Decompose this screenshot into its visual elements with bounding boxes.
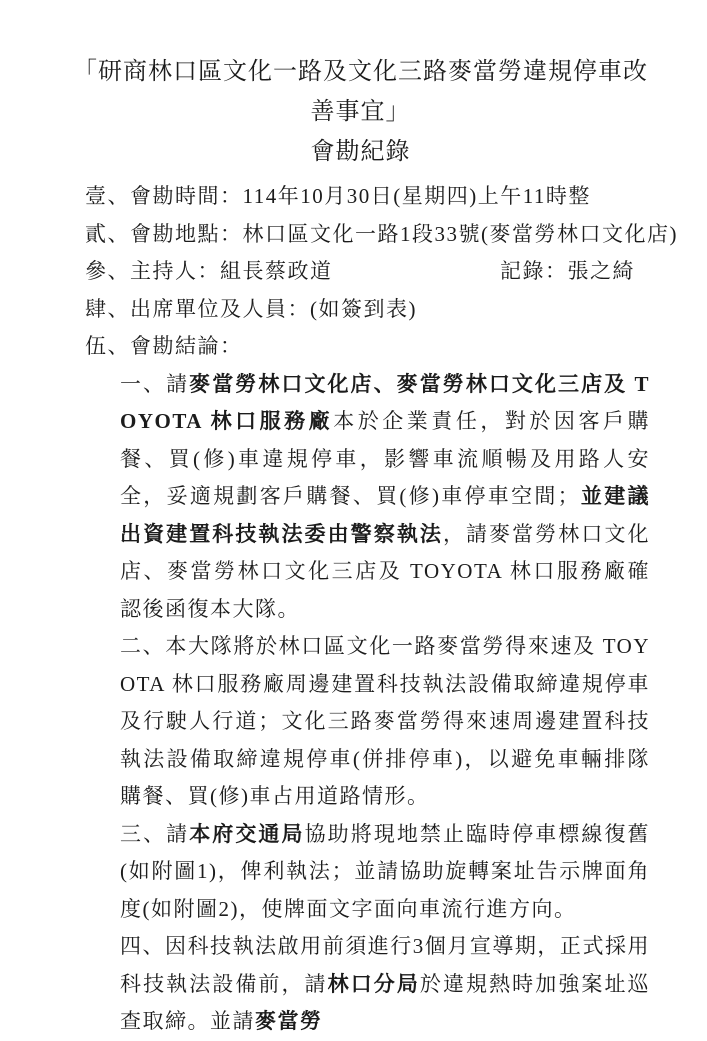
text-run-bold: 本府交通局 xyxy=(189,821,305,846)
text-run: 二、本大隊將於林口區文化一路麥當勞得來速及 TOYOTA 林口服務廠周邊建置科技執法設備取締違規停車及行駛人行道；文化三路麥當勞得來速周邊建置科技執法設備取締違規停車(併排停車)，以避免車輛排隊購餐、買(修)車占用道路情形。 xyxy=(120,634,650,808)
text-run: 一、請 xyxy=(120,371,190,396)
text-run: ，請麥當勞林口文化店、麥當勞林口文化三店及 TOYOTA 林口服務廠確認後函復本大隊。 xyxy=(120,521,651,621)
attendees-line: 肆、出席單位及人員：(如簽到表) xyxy=(85,296,417,321)
conclusion-item-1 xyxy=(120,366,650,629)
conclusion-item-4 xyxy=(120,928,650,1041)
title-line-2: 會勘紀錄 xyxy=(310,139,411,165)
conclusions-section xyxy=(85,366,650,1041)
text-run: 四、因科技執法啟用前須進行3個月宣導期，正式採用科技執法設備前，請 xyxy=(120,934,650,996)
meeting-time-line: 壹、會勘時間：114年10月30日(星期四)上午11時整 xyxy=(85,184,591,208)
conclusions-heading: 伍、會勘結論： xyxy=(85,334,243,358)
meta-section xyxy=(85,178,678,366)
meeting-host: 參、主持人：組長蔡政道 xyxy=(85,259,333,283)
document-title xyxy=(71,52,650,172)
meeting-location-line: 貳、會勘地點：林口區文化一路1段33號(麥當勞林口文化店) xyxy=(85,221,678,246)
text-run-bold: 麥當勞林口文化店、麥當勞林口文化三店及 TOYOTA 林口服務廠 xyxy=(120,371,651,433)
text-run: 三、請 xyxy=(120,821,190,846)
conclusion-item-2 xyxy=(120,628,650,816)
text-run-bold: 並建議出資建置科技執法委由警察執法 xyxy=(120,484,650,546)
text-run: 協助將現地禁止臨時停車標線復舊(如附圖1)，俾利執法；並請協助旋轉案址告示牌面角度(如附圖2)，使牌面文字面向車流行進方向。 xyxy=(120,821,651,921)
text-run: 本於企業責任，對於因客戶購餐、買(修)車違規停車，影響車流順暢及用路人安全，妥適規劃客戶購餐、買(修)車停車空間； xyxy=(120,409,651,508)
conclusion-item-3 xyxy=(120,816,650,929)
title-line-1: 「研商林口區文化一路及文化三路麥當勞違規停車改善事宜」 xyxy=(73,59,648,125)
meeting-recorder: 記錄：張之綺 xyxy=(500,259,635,283)
host-recorder-line xyxy=(85,253,650,291)
text-run-bold: 林口分局 xyxy=(327,971,420,996)
text-run: 於違規熱時加強案址巡查取締。並請 xyxy=(120,971,651,1033)
text-run-bold: 麥當勞 xyxy=(255,1009,323,1033)
